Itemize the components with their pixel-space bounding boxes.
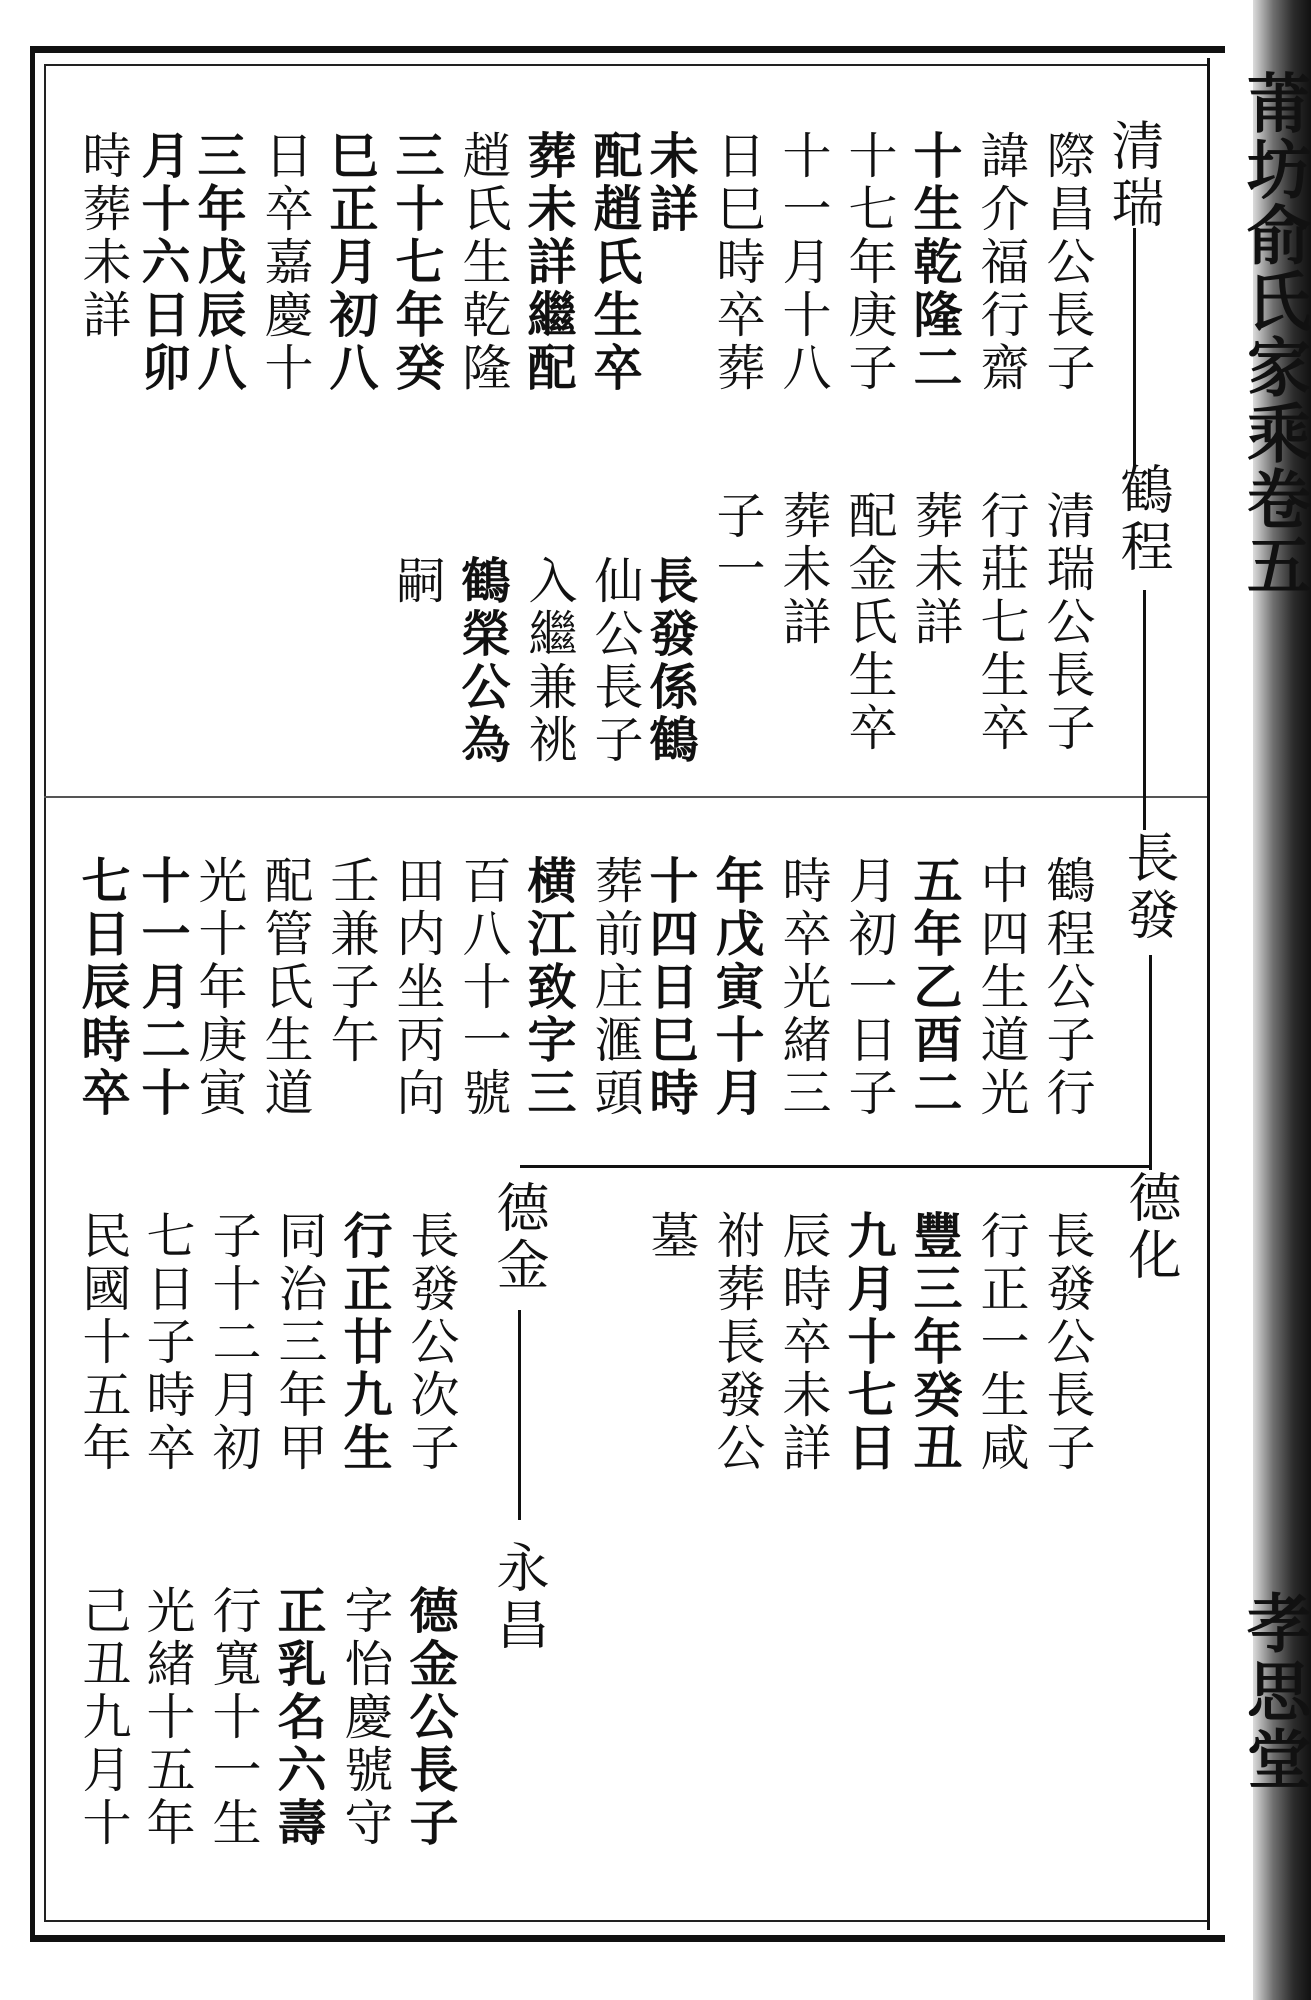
- hecheng-bio-col: 入繼兼祧: [521, 555, 578, 767]
- qingrui-bio-col: 十七年庚子: [841, 130, 898, 395]
- lineage-branch-dehua-dejin: [520, 1165, 1152, 1168]
- changfa-bio-col: 葬前庄滙頭: [587, 855, 644, 1120]
- lineage-line-dejin-yongchang: [518, 1310, 521, 1520]
- generation-name-qingrui: 清瑞: [1103, 118, 1164, 232]
- qingrui-bio-col: 時葬未詳: [75, 130, 132, 342]
- hecheng-bio-col: 嗣: [389, 555, 446, 608]
- hecheng-bio-col: 長發係鶴: [642, 555, 700, 767]
- lineage-line-hecheng-changfa: [1143, 590, 1146, 830]
- hecheng-bio-col: 子一: [709, 490, 766, 596]
- changfa-bio-col: 鶴程公子行: [1039, 855, 1096, 1120]
- qingrui-bio-col: 配趙氏生卒: [586, 130, 644, 395]
- changfa-bio-col: 時卒光緒三: [775, 855, 832, 1120]
- changfa-bio-col: 百八十一號: [455, 855, 512, 1120]
- changfa-bio-col: 十四日巳時: [642, 855, 700, 1120]
- dehua-bio-col: 辰時卒未詳: [775, 1210, 832, 1475]
- generation-name-yongchang: 永昌: [488, 1540, 549, 1654]
- changfa-bio-col: 横江致字三: [520, 855, 578, 1120]
- qingrui-bio-col: 三年戊辰八: [190, 130, 248, 395]
- dehua-bio-col: 祔葬長發公: [709, 1210, 766, 1475]
- generation-name-dehua: 德化: [1120, 1170, 1181, 1284]
- generation-name-hecheng: 鶴程: [1112, 462, 1173, 576]
- generation-name-changfa: 長發: [1118, 830, 1179, 944]
- hecheng-bio-col: 鶴榮公為: [454, 555, 512, 767]
- generation-name-dejin: 德金: [488, 1180, 549, 1294]
- qingrui-bio-col: 十一月十八: [775, 130, 832, 395]
- dehua-bio-col: 墓: [643, 1210, 700, 1263]
- qingrui-bio-col: 際昌公長子: [1039, 130, 1096, 395]
- changfa-bio-col: 年戊寅十月: [708, 855, 766, 1120]
- yongchang-bio-col: 行寬十一生: [205, 1585, 262, 1850]
- changfa-bio-col: 中四生道光: [973, 855, 1030, 1120]
- qingrui-bio-col: 日卒嘉慶十: [257, 130, 314, 395]
- yongchang-bio-col: 德金公長子: [402, 1585, 460, 1850]
- changfa-bio-col: 七日辰時卒: [74, 855, 132, 1120]
- changfa-bio-col: 五年乙酉二: [906, 855, 964, 1120]
- changfa-bio-col: 十一月二十: [134, 855, 192, 1120]
- dejin-bio-col: 長發公次子: [403, 1210, 460, 1475]
- dehua-bio-col: 豐三年癸丑: [906, 1210, 964, 1475]
- changfa-bio-col: 配管氏生道: [257, 855, 314, 1120]
- lineage-line-qingrui-hecheng: [1133, 228, 1136, 468]
- dejin-bio-col: 子十二月初: [205, 1210, 262, 1475]
- qingrui-bio-col: 巳正月初八: [322, 130, 380, 395]
- dejin-bio-col: 行正廿九生: [336, 1210, 394, 1475]
- lineage-line-changfa-dehua: [1149, 955, 1152, 1170]
- hecheng-bio-col: 行莊七生卒: [973, 490, 1030, 755]
- dehua-bio-col: 長發公長子: [1039, 1210, 1096, 1475]
- dehua-bio-col: 行正一生咸: [973, 1210, 1030, 1475]
- yongchang-bio-col: 正乳名六壽: [270, 1585, 328, 1850]
- dehua-bio-col: 九月十七日: [840, 1210, 898, 1475]
- qingrui-bio-col: 諱介福行齋: [973, 130, 1030, 395]
- hecheng-bio-col: 葬未詳: [907, 490, 964, 649]
- yongchang-bio-col: 己丑九月十: [75, 1585, 132, 1850]
- yongchang-bio-col: 字怡慶號守: [337, 1585, 394, 1850]
- dejin-bio-col: 七日子時卒: [139, 1210, 196, 1475]
- hecheng-bio-col: 葬未詳: [775, 490, 832, 649]
- margin-title: 莆坊俞氏家乘卷五: [1236, 70, 1311, 598]
- band-rule: [44, 796, 1207, 798]
- qingrui-bio-col: 日巳時卒葬: [709, 130, 766, 395]
- dejin-bio-col: 同治三年甲: [271, 1210, 328, 1475]
- qingrui-bio-col: 三十七年癸: [388, 130, 446, 395]
- qingrui-bio-col: 葬未詳繼配: [520, 130, 578, 395]
- dejin-bio-col: 民國十五年: [75, 1210, 132, 1475]
- qingrui-bio-col: 未詳: [642, 130, 700, 236]
- hecheng-bio-col: 仙公長子: [587, 555, 644, 767]
- changfa-bio-col: 光十年庚寅: [191, 855, 248, 1120]
- qingrui-bio-col: 月十六日卯: [134, 130, 192, 395]
- hecheng-bio-col: 清瑞公長子: [1039, 490, 1096, 755]
- margin-hall-name: 孝思堂: [1236, 1590, 1311, 1794]
- changfa-bio-col: 月初一日子: [841, 855, 898, 1120]
- hecheng-bio-col: 配金氏生卒: [841, 490, 898, 755]
- qingrui-bio-col: 趙氏生乾隆: [455, 130, 512, 395]
- margin-rule: [1207, 58, 1210, 1930]
- qingrui-bio-col: 十生乾隆二: [906, 130, 964, 395]
- yongchang-bio-col: 光緒十五年: [139, 1585, 196, 1850]
- changfa-bio-col: 田内坐丙向: [389, 855, 446, 1120]
- changfa-bio-col: 壬兼子午: [323, 855, 380, 1067]
